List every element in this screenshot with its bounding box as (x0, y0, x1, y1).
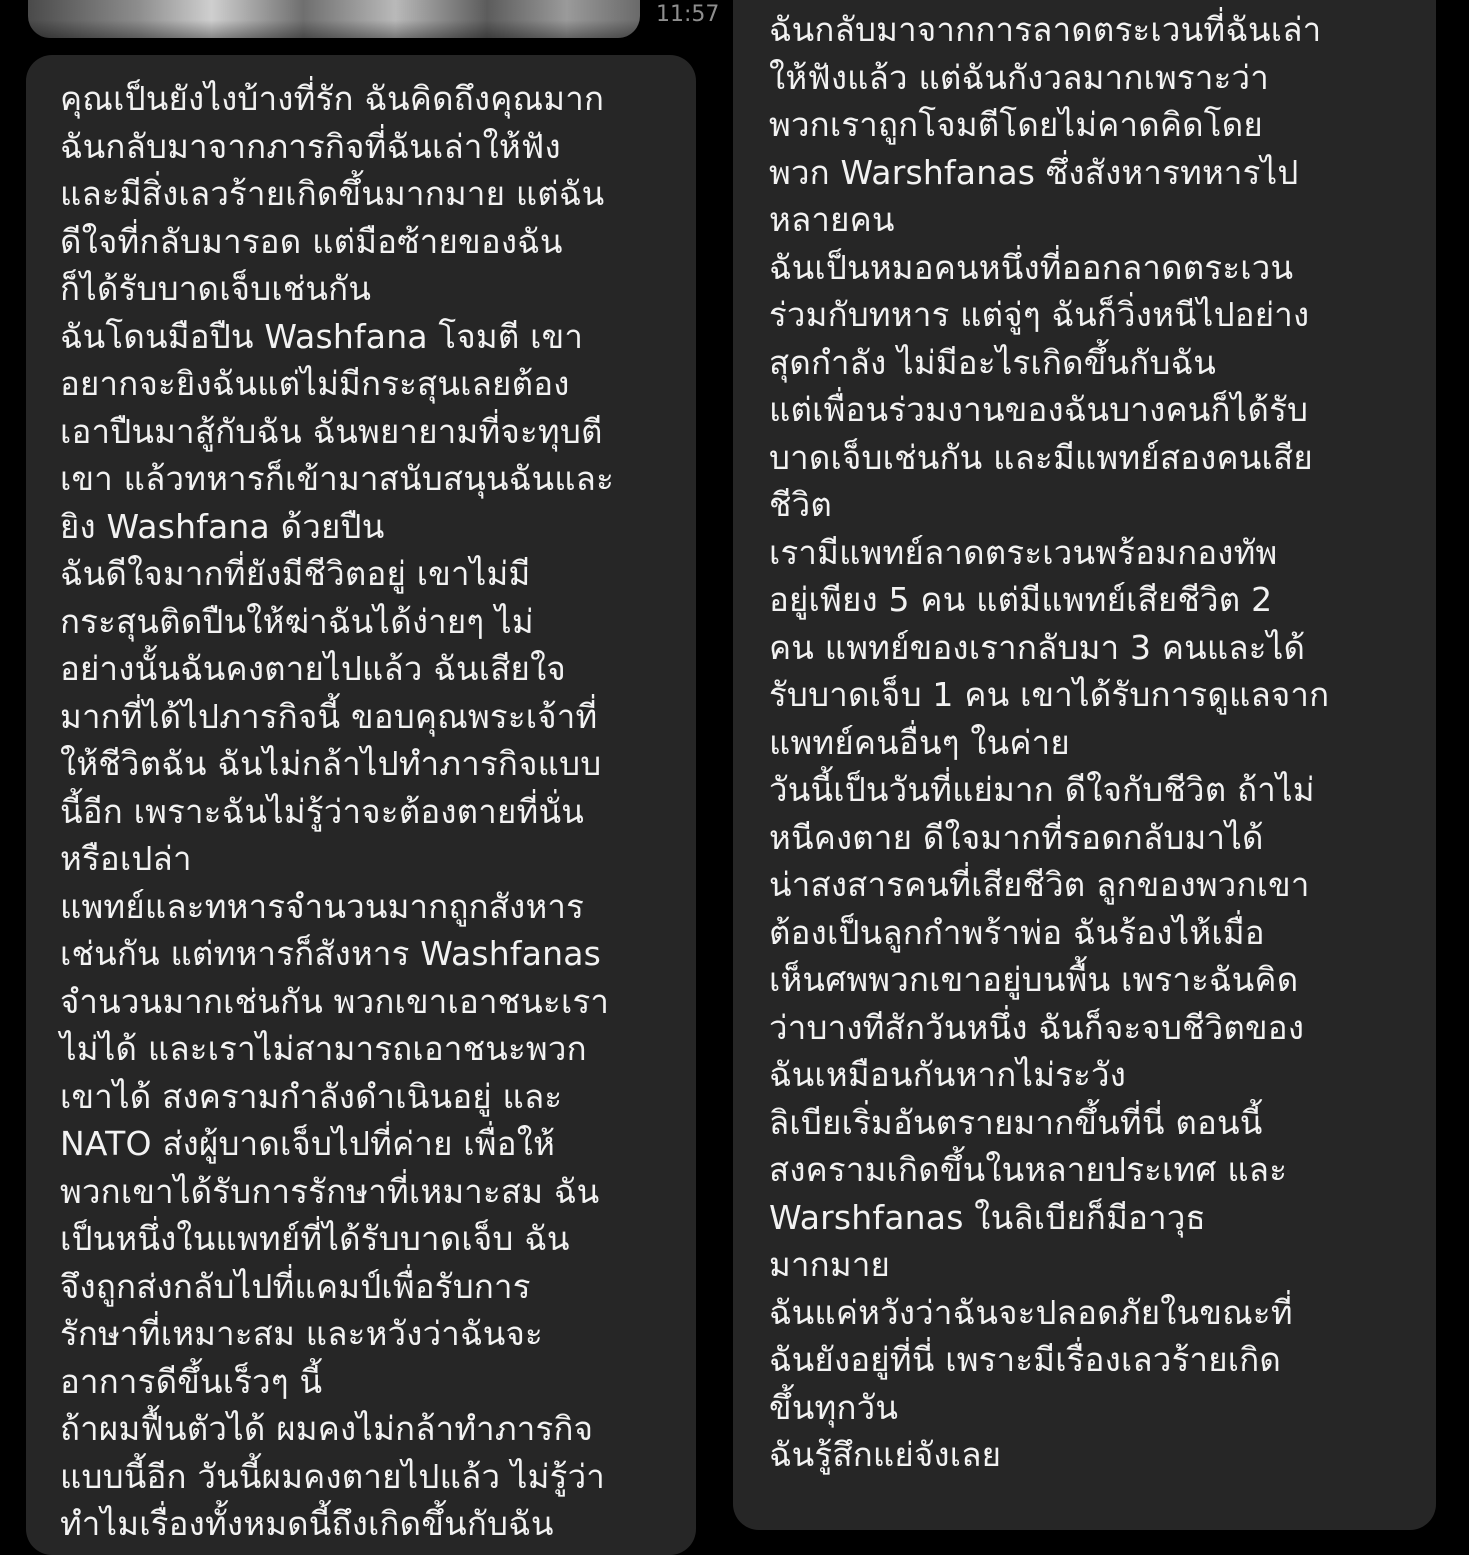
message-bubble-right[interactable] (733, 0, 1436, 1530)
message-timestamp: 11:57 (656, 2, 720, 27)
message-bubble-left[interactable] (26, 55, 696, 1555)
shared-photo-thumbnail[interactable] (28, 0, 640, 38)
message-text: คุณเป็นยังไงบ้างที่รัก ฉันคิดถึงคุณมาก ฉันกลับมาจากภารกิจที่ฉันเล่าให้ฟัง และมีสิ่งเลวร้ายเกิดขึ้นมากมาย แต่ฉัน ดีใจที่กลับมารอด แต่มือซ้ายของฉัน ก็ได้รับบาดเจ็บเช่นกัน ฉันโดนมือปืน Washfana โจมตี เขา อยากจะยิงฉันแต่ไม่มีกระสุนเลยต้อง เอาปืนมาสู้กับฉัน ฉันพยายามที่จะทุบตี เขา แล้วทหารก็เข้ามาสนับสนุนฉันและ ยิง Washfana ด้วยปืน ฉันดีใจมากที่ยังมีชีวิตอยู่ เขาไม่มี กระสุนติดปืนให้ฆ่าฉันได้ง่ายๆ ไม่ อย่างนั้นฉันคงตายไปแล้ว ฉันเสียใจ มากที่ได้ไปภารกิจนี้ ขอบคุณพระเจ้าที่ ให้ชีวิตฉัน ฉันไม่กล้าไปทำภารกิจแบบ นี้อีก เพราะฉันไม่รู้ว่าจะต้องตายที่นั่น หรือเปล่า แพทย์และทหารจำนวนมากถูกสังหาร เช่นกัน แต่ทหารก็สังหาร Washfanas จำนวนมากเช่นกัน พวกเขาเอาชนะเรา ไม่ได้ และเราไม่สามารถเอาชนะพวก เขาได้ สงครามกำลังดำเนินอยู่ และ NATO ส่งผู้บาดเจ็บไปที่ค่าย เพื่อให้ พวกเขาได้รับการรักษาที่เหมาะสม ฉัน เป็นหนึ่งในแพทย์ที่ได้รับบาดเจ็บ ฉัน จึงถูกส่งกลับไปที่แคมป์เพื่อรับการ รักษาที่เหมาะสม และหวังว่าฉันจะ อาการดีขึ้นเร็วๆ นี้ ถ้าผมฟื้นตัวได้ ผมคงไม่กล้าทำภารกิจ แบบนี้อีก วันนี้ผมคงตายไปแล้ว ไม่รู้ว่า ทำไมเรื่องทั้งหมดนี้ถึงเกิดขึ้นกับฉัน (60, 79, 615, 1543)
message-text: ฉันกลับมาจากการลาดตระเวนที่ฉันเล่า ให้ฟังแล้ว แต่ฉันกังวลมากเพราะว่า พวกเราถูกโจมตีโดยไม่คาดคิดโดย พวก Warshfanas ซึ่งสังหารทหารไป หลายคน ฉันเป็นหมอคนหนึ่งที่ออกลาดตระเวน ร่วมกับทหาร แต่จู่ๆ ฉันก็วิ่งหนีไปอย่าง สุดกำลัง ไม่มีอะไรเกิดขึ้นกับฉัน แต่เพื่อนร่วมงานของฉันบางคนก็ได้รับ บาดเจ็บเช่นกัน และมีแพทย์สองคนเสีย ชีวิต เรามีแพทย์ลาดตระเวนพร้อมกองทัพ อยู่เพียง 5 คน แต่มีแพทย์เสียชีวิต 2 คน แพทย์ของเรากลับมา 3 คนและได้ รับบาดเจ็บ 1 คน เขาได้รับการดูแลจาก แพทย์คนอื่นๆ ในค่าย วันนี้เป็นวันที่แย่มาก ดีใจกับชีวิต ถ้าไม่ หนีคงตาย ดีใจมากที่รอดกลับมาได้ น่าสงสารคนที่เสียชีวิต ลูกของพวกเขา ต้องเป็นลูกกำพร้าพ่อ ฉันร้องไห้เมื่อ เห็นศพพวกเขาอยู่บนพื้น เพราะฉันคิด ว่าบางทีสักวันหนึ่ง ฉันก็จะจบชีวิตของ ฉันเหมือนกันหากไม่ระวัง ลิเบียเริ่มอันตรายมากขึ้นที่นี่ ตอนนี้ สงครามเกิดขึ้นในหลายประเทศ และ Warshfanas ในลิเบียก็มีอาวุธ มากมาย ฉันแค่หวังว่าฉันจะปลอดภัยในขณะที่ ฉันยังอยู่ที่นี่ เพราะมีเรื่องเลวร้ายเกิด ขึ้นทุกวัน ฉันรู้สึกแย่จังเลย (769, 10, 1330, 1474)
